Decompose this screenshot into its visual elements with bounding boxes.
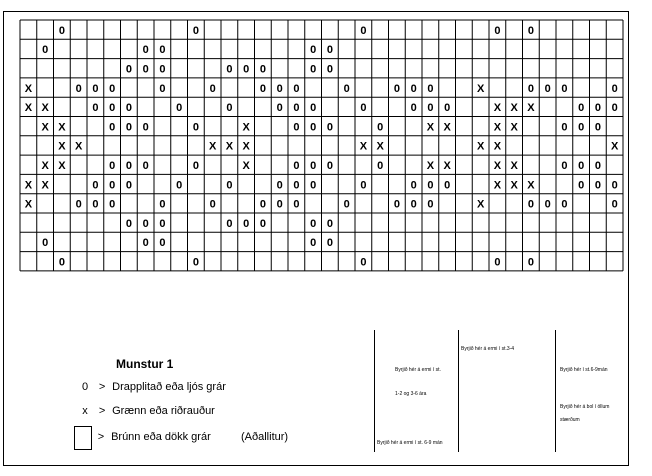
stitch-zero: 0: [427, 82, 434, 95]
legend-label-green: Grænn eða riðrauður: [112, 405, 215, 417]
stitch-zero: 0: [159, 217, 166, 230]
stitch-zero: 0: [159, 82, 166, 95]
stitch-zero: 0: [243, 217, 250, 230]
stitch-x: X: [510, 102, 518, 115]
stitch-zero: 0: [410, 102, 417, 115]
stitch-zero: 0: [159, 63, 166, 76]
stitch-zero: 0: [109, 121, 116, 134]
stitch-zero: 0: [578, 179, 585, 192]
legend-symbol-zero: 0: [81, 381, 89, 393]
stitch-x: X: [493, 159, 502, 172]
stitch-zero: 0: [310, 121, 317, 134]
stitch-x: X: [359, 140, 368, 153]
size-note-body-all: Byrjið hér á bol í öllum: [560, 404, 610, 410]
stitch-zero: 0: [611, 82, 618, 95]
stitch-zero: 0: [142, 237, 149, 250]
stitch-x: X: [476, 198, 485, 211]
stitch-zero: 0: [176, 179, 183, 192]
size-note-sleeve-1-6-ages: 1-2 og 3-6 ára: [395, 391, 427, 397]
stitch-x: X: [426, 159, 435, 172]
stitch-x: X: [58, 159, 66, 172]
stitch-zero: 0: [410, 179, 417, 192]
stitch-x: X: [225, 140, 234, 153]
stitch-x: X: [24, 198, 33, 211]
stitch-zero: 0: [343, 82, 350, 95]
stitch-zero: 0: [393, 82, 400, 95]
stitch-zero: 0: [544, 82, 551, 95]
stitch-zero: 0: [310, 63, 317, 76]
stitch-zero: 0: [326, 44, 333, 57]
stitch-zero: 0: [293, 102, 300, 115]
stitch-zero: 0: [293, 159, 300, 172]
stitch-x: X: [493, 140, 502, 153]
stitch-zero: 0: [276, 179, 283, 192]
stitch-zero: 0: [310, 159, 317, 172]
stitch-zero: 0: [75, 198, 82, 211]
stitch-x: X: [443, 159, 451, 172]
stitch-zero: 0: [92, 102, 99, 115]
stitch-zero: 0: [561, 198, 568, 211]
stitch-x: X: [41, 121, 49, 134]
stitch-zero: 0: [276, 198, 283, 211]
stitch-zero: 0: [561, 82, 568, 95]
stitch-zero: 0: [527, 198, 534, 211]
stitch-zero: 0: [109, 179, 116, 192]
stitch-zero: 0: [142, 121, 149, 134]
legend-item-green: [78, 405, 215, 417]
stitch-zero: 0: [142, 44, 149, 57]
stitch-zero: 0: [427, 102, 434, 115]
stitch-zero: 0: [176, 102, 183, 115]
legend-arrow: >: [98, 405, 106, 417]
stitch-zero: 0: [276, 102, 283, 115]
stitch-zero: 0: [494, 24, 501, 37]
size-note-sleeve-6-9: Byrjið hér á ermi í st. 6-9 mán: [377, 440, 443, 446]
main-color-note: (Aðallitur): [241, 431, 289, 443]
stitch-zero: 0: [125, 121, 132, 134]
stitch-x: X: [242, 140, 250, 153]
stitch-x: X: [41, 102, 49, 115]
stitch-zero: 0: [58, 256, 65, 269]
stitch-zero: 0: [109, 198, 116, 211]
stitch-zero: 0: [527, 256, 534, 269]
stitch-zero: 0: [125, 179, 132, 192]
legend-label-brown: Brúnn eða dökk grár: [111, 431, 211, 443]
stitch-zero: 0: [259, 217, 266, 230]
stitch-zero: 0: [159, 198, 166, 211]
stitch-zero: 0: [293, 179, 300, 192]
stitch-zero: 0: [226, 63, 233, 76]
size-line-2: [458, 330, 459, 452]
stitch-zero: 0: [326, 159, 333, 172]
stitch-x: X: [242, 159, 250, 172]
stitch-zero: 0: [594, 121, 601, 134]
stitch-zero: 0: [42, 237, 49, 250]
stitch-x: X: [493, 179, 502, 192]
stitch-zero: 0: [494, 256, 501, 269]
stitch-zero: 0: [58, 24, 65, 37]
stitch-zero: 0: [377, 159, 384, 172]
stitch-x: X: [510, 121, 518, 134]
stitch-zero: 0: [142, 217, 149, 230]
stitch-zero: 0: [561, 121, 568, 134]
stitch-zero: 0: [109, 82, 116, 95]
stitch-x: X: [58, 121, 66, 134]
stitch-zero: 0: [226, 217, 233, 230]
stitch-zero: 0: [326, 63, 333, 76]
stitch-zero: 0: [293, 198, 300, 211]
stitch-zero: 0: [259, 63, 266, 76]
legend-label-light: Drapplitað eða ljós grár: [112, 381, 226, 393]
stitch-zero: 0: [159, 237, 166, 250]
stitch-x: X: [527, 179, 535, 192]
legend-symbol-x: x: [82, 405, 88, 417]
stitch-zero: 0: [360, 256, 367, 269]
stitch-zero: 0: [125, 102, 132, 115]
stitch-zero: 0: [259, 198, 266, 211]
stitch-zero: 0: [578, 159, 585, 172]
stitch-zero: 0: [310, 179, 317, 192]
stitch-x: X: [493, 121, 502, 134]
stitch-zero: 0: [159, 44, 166, 57]
stitch-x: X: [426, 121, 435, 134]
legend-item-brown: [94, 431, 211, 443]
stitch-zero: 0: [594, 159, 601, 172]
stitch-zero: 0: [326, 237, 333, 250]
stitch-zero: 0: [293, 121, 300, 134]
stitch-zero: 0: [427, 198, 434, 211]
stitch-zero: 0: [527, 24, 534, 37]
stitch-zero: 0: [125, 63, 132, 76]
stitch-zero: 0: [226, 179, 233, 192]
stitch-zero: 0: [544, 198, 551, 211]
stitch-zero: 0: [326, 217, 333, 230]
size-note-body-all-sizes: stærðum: [560, 417, 580, 423]
stitch-zero: 0: [611, 198, 618, 211]
stitch-zero: 0: [310, 102, 317, 115]
stitch-zero: 0: [410, 198, 417, 211]
stitch-x: X: [41, 179, 49, 192]
stitch-zero: 0: [192, 121, 199, 134]
stitch-zero: 0: [393, 198, 400, 211]
stitch-zero: 0: [360, 24, 367, 37]
stitch-x: X: [610, 140, 619, 153]
stitch-zero: 0: [527, 82, 534, 95]
stitch-zero: 0: [594, 179, 601, 192]
stitch-zero: 0: [259, 82, 266, 95]
stitch-zero: 0: [192, 24, 199, 37]
stitch-zero: 0: [410, 82, 417, 95]
legend-arrow: >: [97, 431, 105, 443]
stitch-x: X: [476, 82, 485, 95]
stitch-zero: 0: [243, 63, 250, 76]
stitch-x: X: [24, 179, 33, 192]
stitch-zero: 0: [109, 159, 116, 172]
stitch-zero: 0: [92, 82, 99, 95]
legend-arrow: >: [98, 381, 106, 393]
stitch-zero: 0: [427, 179, 434, 192]
size-note-sleeve-3-4: Byrjið hér á ermi í st.3-4: [461, 346, 515, 352]
stitch-x: X: [74, 140, 83, 153]
stitch-zero: 0: [360, 179, 367, 192]
size-line-1: [374, 330, 375, 452]
stitch-zero: 0: [326, 121, 333, 134]
stitch-x: X: [242, 121, 250, 134]
stitch-zero: 0: [444, 179, 451, 192]
size-note-6-9-months: Byrjið hér í st.6-9mán: [560, 367, 608, 373]
stitch-x: X: [24, 102, 33, 115]
grid-lines: [20, 20, 623, 271]
stitch-x: X: [476, 140, 485, 153]
stitch-x: X: [41, 159, 49, 172]
stitch-zero: 0: [594, 102, 601, 115]
stitch-zero: 0: [92, 179, 99, 192]
stitch-zero: 0: [578, 121, 585, 134]
stitch-zero: 0: [310, 217, 317, 230]
stitch-zero: 0: [611, 179, 618, 192]
stitch-zero: 0: [293, 82, 300, 95]
stitch-zero: 0: [444, 102, 451, 115]
legend-title: Munstur 1: [116, 357, 174, 371]
stitch-x: X: [58, 140, 66, 153]
stitch-zero: 0: [125, 159, 132, 172]
legend-swatch-main-color: [74, 426, 92, 450]
stitch-x: X: [376, 140, 384, 153]
stitch-zero: 0: [92, 198, 99, 211]
stitch-x: X: [527, 102, 535, 115]
stitch-zero: 0: [209, 82, 216, 95]
size-note-sleeve-1-6: Byrjið hér á ermi í st.: [395, 367, 441, 373]
stitch-x: X: [443, 121, 451, 134]
stitch-zero: 0: [276, 82, 283, 95]
stitch-zero: 0: [109, 102, 116, 115]
stitch-zero: 0: [75, 82, 82, 95]
stitch-zero: 0: [142, 63, 149, 76]
stitch-x: X: [493, 102, 502, 115]
stitch-x: X: [24, 82, 33, 95]
stitch-zero: 0: [561, 159, 568, 172]
stitch-zero: 0: [578, 102, 585, 115]
stitch-x: X: [510, 179, 518, 192]
stitch-zero: 0: [377, 121, 384, 134]
size-line-3: [555, 330, 556, 452]
stitch-zero: 0: [209, 198, 216, 211]
stitch-zero: 0: [310, 44, 317, 57]
stitch-zero: 0: [142, 159, 149, 172]
stitch-zero: 0: [226, 102, 233, 115]
stitch-zero: 0: [611, 102, 618, 115]
legend-item-light: [78, 381, 226, 393]
stitch-zero: 0: [125, 217, 132, 230]
stitch-zero: 0: [343, 198, 350, 211]
stitch-zero: 0: [192, 256, 199, 269]
stitch-zero: 0: [42, 44, 49, 57]
stitch-zero: 0: [360, 102, 367, 115]
stitch-zero: 0: [192, 159, 199, 172]
stitch-zero: 0: [310, 237, 317, 250]
stitch-x: X: [510, 159, 518, 172]
stitch-x: X: [208, 140, 217, 153]
